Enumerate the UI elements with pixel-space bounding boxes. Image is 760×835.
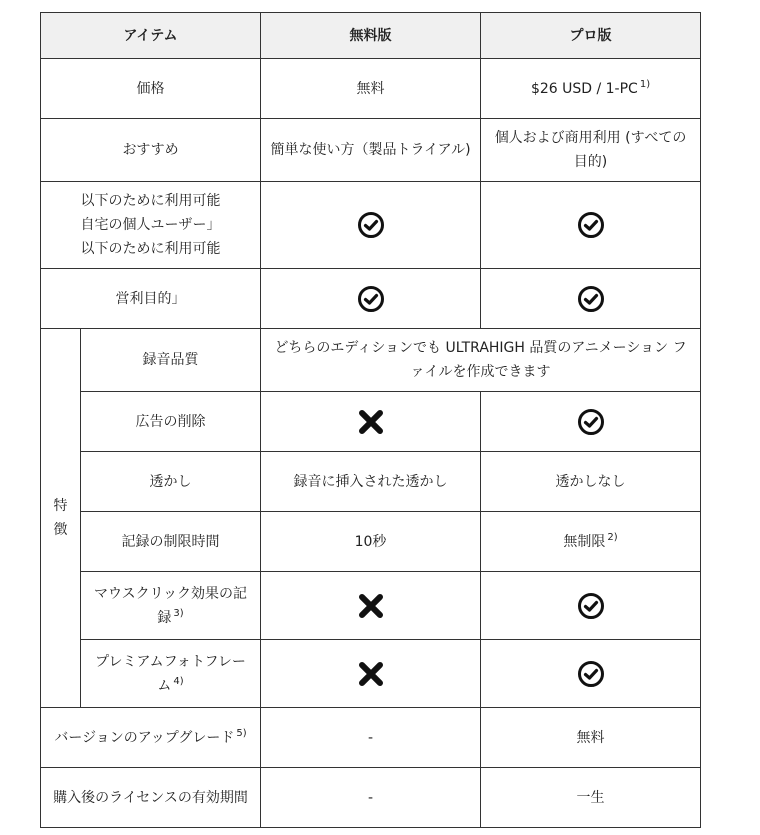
table-row-quality — [41, 329, 701, 392]
personal-pro — [481, 182, 701, 269]
frame-pro — [481, 640, 701, 708]
table-row-price — [41, 59, 701, 119]
check-circle-icon — [577, 408, 605, 436]
price-free: 無料 — [261, 59, 481, 119]
recommended-label: おすすめ — [41, 119, 261, 182]
table-row-watermark — [41, 452, 701, 512]
footnote-1: 1) — [639, 78, 651, 90]
recommended-free: 簡単な使い方（製品トライアル) — [261, 119, 481, 182]
upgrade-label — [41, 708, 261, 768]
check-circle-icon — [577, 592, 605, 620]
ads-pro — [481, 392, 701, 452]
personal-free — [261, 182, 481, 269]
comparison-table — [40, 12, 701, 828]
table-row-commercial — [41, 269, 701, 329]
upgrade-label-text: バージョンのアップグレード — [54, 729, 235, 746]
table-row-mouse — [41, 572, 701, 640]
features-group-label — [41, 329, 81, 708]
limit-pro-value: 無制限 — [563, 533, 606, 550]
cross-icon — [357, 660, 385, 688]
ads-free — [261, 392, 481, 452]
check-circle-icon — [577, 660, 605, 688]
mouse-label — [81, 572, 261, 640]
header-item: アイテム — [41, 13, 261, 59]
watermark-pro: 透かしなし — [481, 452, 701, 512]
footnote-5: 5) — [236, 727, 247, 739]
features-label-char: 徴 — [53, 522, 68, 538]
frame-label — [81, 640, 261, 708]
price-pro-value: $26 USD / 1-PC — [530, 80, 638, 97]
price-pro — [481, 59, 701, 119]
footnote-3: 3) — [173, 607, 184, 619]
recommended-pro: 個人および商用利用 (すべての目的) — [481, 119, 701, 182]
check-circle-icon — [577, 285, 605, 313]
limit-label: 記録の制限時間 — [81, 512, 261, 572]
upgrade-pro: 無料 — [481, 708, 701, 768]
footnote-4: 4) — [173, 675, 184, 687]
header-free: 無料版 — [261, 13, 481, 59]
check-circle-icon — [577, 211, 605, 239]
cross-icon — [357, 408, 385, 436]
mouse-label-text: マウスクリック効果の記録 — [93, 585, 248, 626]
table-row-frame — [41, 640, 701, 708]
cross-icon — [357, 592, 385, 620]
table-row-recommended — [41, 119, 701, 182]
frame-free — [261, 640, 481, 708]
table-row-upgrade — [41, 708, 701, 768]
check-circle-icon — [357, 211, 385, 239]
personal-label-line: 自宅の個人ユーザー」 — [80, 217, 221, 233]
commercial-label: 営利目的」 — [41, 269, 261, 329]
watermark-label: 透かし — [81, 452, 261, 512]
header-pro: プロ版 — [481, 13, 701, 59]
features-label-char: 特 — [53, 498, 68, 514]
check-circle-icon — [357, 285, 385, 313]
mouse-free — [261, 572, 481, 640]
personal-label-line: 以下のために利用可能 — [80, 241, 221, 257]
license-label: 購入後のライセンスの有効期間 — [41, 768, 261, 828]
price-label: 価格 — [41, 59, 261, 119]
table-row-limit — [41, 512, 701, 572]
header-row — [41, 13, 701, 59]
table-row-personal — [41, 182, 701, 269]
table-row-ads — [41, 392, 701, 452]
frame-label-text: プレミアムフォトフレーム — [95, 653, 246, 694]
upgrade-free: - — [261, 708, 481, 768]
quality-label: 録音品質 — [81, 329, 261, 392]
table-row-license — [41, 768, 701, 828]
personal-label-line: 以下のために利用可能 — [80, 193, 221, 209]
license-free: - — [261, 768, 481, 828]
watermark-free: 録音に挿入された透かし — [261, 452, 481, 512]
commercial-free — [261, 269, 481, 329]
ads-label: 広告の削除 — [81, 392, 261, 452]
limit-free: 10秒 — [261, 512, 481, 572]
footnote-2: 2) — [607, 531, 618, 543]
personal-label — [41, 182, 261, 269]
mouse-pro — [481, 572, 701, 640]
limit-pro — [481, 512, 701, 572]
quality-both: どちらのエディションでも ULTRAHIGH 品質のアニメーション ファイルを作成できます — [261, 329, 701, 392]
commercial-pro — [481, 269, 701, 329]
license-pro: 一生 — [481, 768, 701, 828]
